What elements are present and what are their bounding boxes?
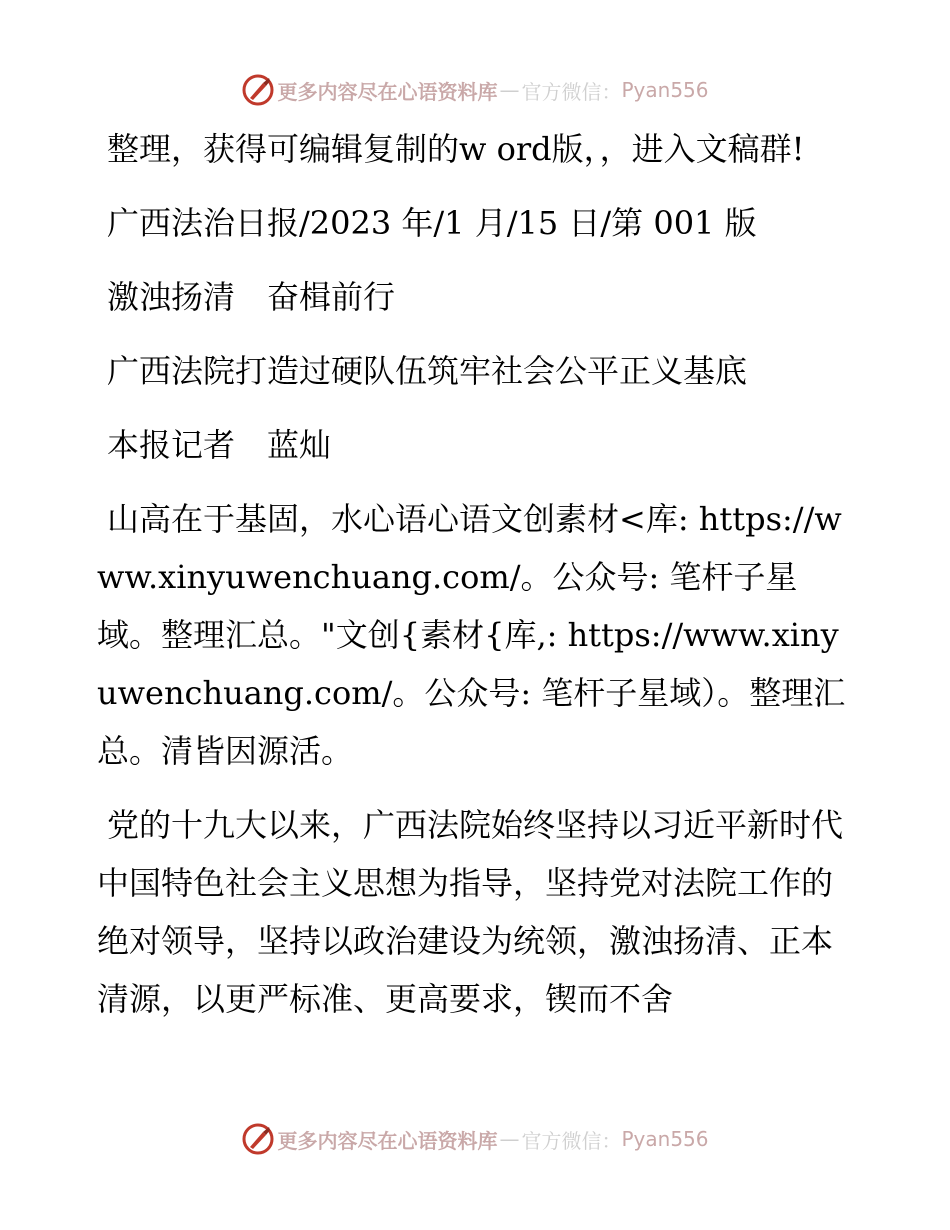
banner-separator: —: [499, 78, 520, 102]
banner-wechat-label: 官方微信：: [521, 79, 622, 104]
article-subheadline: 广西法院打造过硬队伍筑牢社会公平正义基底: [107, 352, 748, 390]
intro-paragraph: 整理，获得可编辑复制的w ord版，，进入文稿群!: [107, 130, 805, 168]
banner-main-text: 更多内容尽在心语资料库: [277, 1128, 498, 1153]
article-byline: 本报记者 蓝灿: [107, 426, 332, 464]
banner-wechat-label: 官方微信：: [521, 1128, 622, 1153]
banner-wechat-id: Pyan556: [621, 78, 709, 102]
body-paragraph: 山高在于基固，水心语心语文创素材<库: https://www.xinyuwenchuang.com/。公众号: 笔杆子星域。整理汇总。"文创{素材{库,: https://www.xinyuwenchuang.com/。公众号: 笔杆子星域）。整理汇总。清皆因源活。: [97, 500, 846, 770]
banner-separator: —: [499, 1127, 520, 1151]
banner-main-text: 更多内容尽在心语资料库: [277, 79, 498, 104]
quill-logo-icon: [241, 1122, 275, 1156]
body-paragraph: 党的十九大以来，广西法院始终坚持以习近平新时代中国特色社会主义思想为指导，坚持党对法院工作的绝对领导，坚持以政治建设为统领，激浊扬清、正本清源，以更严标准、更高要求，锲而不舍: [97, 806, 844, 1018]
footer-watermark-banner: [0, 1119, 950, 1159]
document-body: [97, 120, 857, 1044]
banner-wechat-id: Pyan556: [621, 1127, 709, 1151]
source-line: 广西法治日报/2023 年/1 月/15 日/第 001 版: [107, 204, 757, 242]
header-watermark-banner: [0, 70, 950, 110]
article-headline: 激浊扬清 奋楫前行: [107, 278, 396, 316]
quill-logo-icon: [241, 73, 275, 107]
